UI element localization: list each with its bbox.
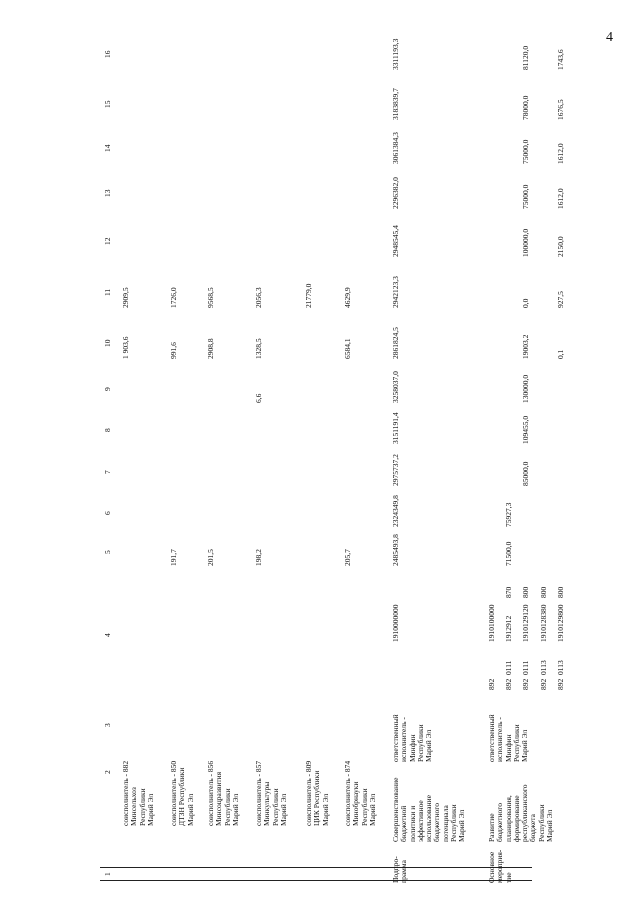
code-row-text: 892 0113: [556, 660, 565, 690]
code-row-text: 892: [487, 678, 496, 690]
coexec-value: 2056,3: [254, 287, 263, 308]
main-event-executor: ответственный исполнитель - Минфин Республики Марий Эл: [487, 714, 530, 762]
coexec-value: 191,7: [169, 549, 178, 566]
coexec-value: 2909,5: [121, 287, 130, 308]
coexec-value: 205,7: [343, 549, 352, 566]
coexec-value: 9568,5: [206, 287, 215, 308]
header-cell-7: 7: [103, 470, 112, 474]
header-cell-2: 2: [103, 770, 112, 774]
code-row-value: 75000,0: [521, 139, 530, 164]
code-row-value: 1743,6: [556, 49, 565, 70]
code-row-code: 1910129800: [556, 604, 565, 642]
main-event-type: Основное мероприя- тие: [487, 849, 513, 883]
header-cell-15: 15: [103, 100, 112, 108]
coexec-value: 6584,1: [343, 338, 352, 359]
code-row-value: 71500,0: [504, 541, 513, 566]
header-cell-6: 6: [103, 511, 112, 515]
subprogram-value: 3311193,3: [391, 38, 400, 70]
coexec-value: 1 903,6: [121, 336, 130, 359]
subprogram-executor: ответственный исполнитель - Минфин Республики Марий Эл: [391, 714, 434, 762]
page-number: 4: [606, 30, 613, 45]
code-row-kvr: 800: [556, 586, 565, 598]
code-row-value: 927,5: [556, 291, 565, 308]
code-row-kvr: 800: [521, 586, 530, 598]
code-row-value: 130000,0: [521, 374, 530, 403]
code-row-value: 1612,0: [556, 143, 565, 164]
code-row-value: 81120,0: [521, 45, 530, 70]
coexec-value: 21779,0: [304, 283, 313, 308]
subprogram-value: 3183839,7: [391, 88, 400, 120]
code-row-value: 2150,0: [556, 236, 565, 257]
header-cell-8: 8: [103, 428, 112, 432]
code-row-value: 85000,0: [521, 461, 530, 486]
subprogram-value: 2948545,4: [391, 225, 400, 257]
subprogram-value: 2861824,5: [391, 327, 400, 359]
coexec-name: соисполнитель - 809 ЦИК Республики Марий Эл: [304, 760, 330, 826]
header-cell-12: 12: [103, 237, 112, 245]
code-row-text: 892 0113: [539, 660, 548, 690]
coexec-name: соисполнитель - 856 Минсоцразвития Республики Марий Эл: [206, 760, 240, 826]
code-row-text: 892 0111: [504, 660, 513, 690]
coexec-value: 198,2: [254, 549, 263, 566]
code-row-value: 1676,5: [556, 99, 565, 120]
code-row-value: 78000,0: [521, 95, 530, 120]
code-row-value: 100000,0: [521, 228, 530, 257]
code-row-code: 1910128380: [539, 604, 548, 642]
header-cell-11: 11: [103, 288, 112, 296]
code-row-code: 1910100000: [487, 604, 496, 642]
coexec-value: 201,5: [206, 549, 215, 566]
code-row-value: 75927,3: [504, 502, 513, 527]
subprogram-value: 3061384,3: [391, 132, 400, 164]
coexec-name: соисполнитель - 874 Минобрнауки Республики Марий Эл: [343, 760, 377, 826]
code-row-value: 1612,0: [556, 188, 565, 209]
code-row-kvr: 870: [504, 586, 513, 598]
table-header-border: [100, 880, 532, 881]
coexec-value: 991,6: [169, 342, 178, 359]
coexec-value: 1328,5: [254, 338, 263, 359]
header-cell-5: 5: [103, 550, 112, 554]
header-cell-4: 4: [103, 633, 112, 637]
code-row-value: 0,0: [521, 298, 530, 308]
header-cell-16: 16: [103, 50, 112, 58]
code-row-value: 75000,0: [521, 184, 530, 209]
code-row-value: 109455,0: [521, 415, 530, 444]
code-row-value: 19003,2: [521, 334, 530, 359]
subprogram-value: 3151191,4: [391, 412, 400, 444]
code-row-code: 1910129120: [521, 604, 530, 642]
subprogram-value: 2485493,8: [391, 534, 400, 566]
subprogram-value: 2942123,3: [391, 276, 400, 308]
header-cell-13: 13: [103, 189, 112, 197]
main-event-name: Развитие бюджетного планирования, формирование республиканского бюджета Республики Марий Эл: [487, 784, 555, 842]
code-row-kvr: 800: [539, 586, 548, 598]
coexec-name: соисполнитель - 857 Минкультуры Республики Марий Эл: [254, 760, 288, 826]
header-cell-9: 9: [103, 387, 112, 391]
code-row-code: 1912912: [504, 615, 513, 642]
coexec-name: соисполнитель - 882 Минсельхоз Республики Марий Эл: [121, 760, 155, 826]
subprogram-value: 2296382,0: [391, 177, 400, 209]
code-row-value: 0,1: [556, 349, 565, 359]
table-top-border: [100, 867, 532, 868]
header-cell-3: 3: [103, 723, 112, 727]
header-cell-1: 1: [103, 872, 112, 876]
coexec-value: 2908,8: [206, 338, 215, 359]
header-cell-14: 14: [103, 144, 112, 152]
header-cell-10: 10: [103, 339, 112, 347]
subprogram-type: Подпро- грамма: [391, 856, 409, 883]
coexec-value: 6,6: [254, 393, 263, 403]
subprogram-code: 1910000000: [391, 604, 400, 642]
coexec-name: соисполнитель - 850 ДТЗН Республики Марий Эл: [169, 760, 195, 826]
coexec-value: 4629,9: [343, 287, 352, 308]
code-row-text: 892 0111: [521, 660, 530, 690]
subprogram-value: 3258037,0: [391, 371, 400, 403]
coexec-value: 1726,0: [169, 287, 178, 308]
subprogram-value: 2975737,2: [391, 454, 400, 486]
subprogram-name: Совершенствование бюджетной политики и эффективное использование бюджетного потенциала Республики Марий Эл: [391, 777, 467, 842]
subprogram-value: 2324349,8: [391, 495, 400, 527]
